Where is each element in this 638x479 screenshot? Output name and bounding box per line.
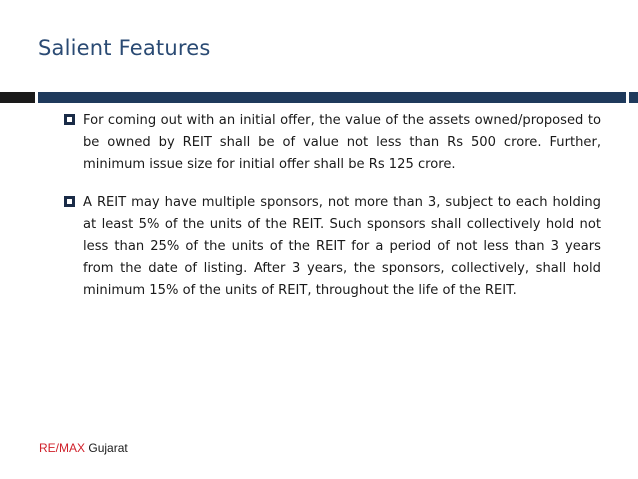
square-bullet-icon <box>64 114 75 125</box>
footer-brand <box>39 441 128 455</box>
brand-max: MAX <box>59 441 86 455</box>
bullet-item <box>64 192 601 302</box>
brand-re: RE <box>39 441 56 455</box>
band-end-segment <box>629 92 638 103</box>
bullet-text: For coming out with an initial offer, the value of the assets owned/proposed to be owned by REIT shall be of value not less than Rs 500 crore. Further, minimum issue size for initial offer shall be Rs 125 crore. <box>83 113 601 172</box>
band-main-segment <box>38 92 626 103</box>
brand-slash: / <box>55 441 60 455</box>
band-left-segment <box>0 92 35 103</box>
brand-region: Gujarat <box>85 441 128 455</box>
slide-title: Salient Features <box>38 36 211 60</box>
bullet-item <box>64 110 601 176</box>
bullet-list <box>64 110 601 302</box>
square-bullet-icon <box>64 196 75 207</box>
bullet-text: A REIT may have multiple sponsors, not more than 3, subject to each holding at least 5% of the units of the REIT. Such sponsors shall collectively hold not less than 25% of the units of the REIT for a period of not less than 3 years from the date of listing. After 3 years, the sponsors, collectively, shall hold minimum 15% of the units of REIT, throughout the life of the REIT. <box>83 195 601 298</box>
